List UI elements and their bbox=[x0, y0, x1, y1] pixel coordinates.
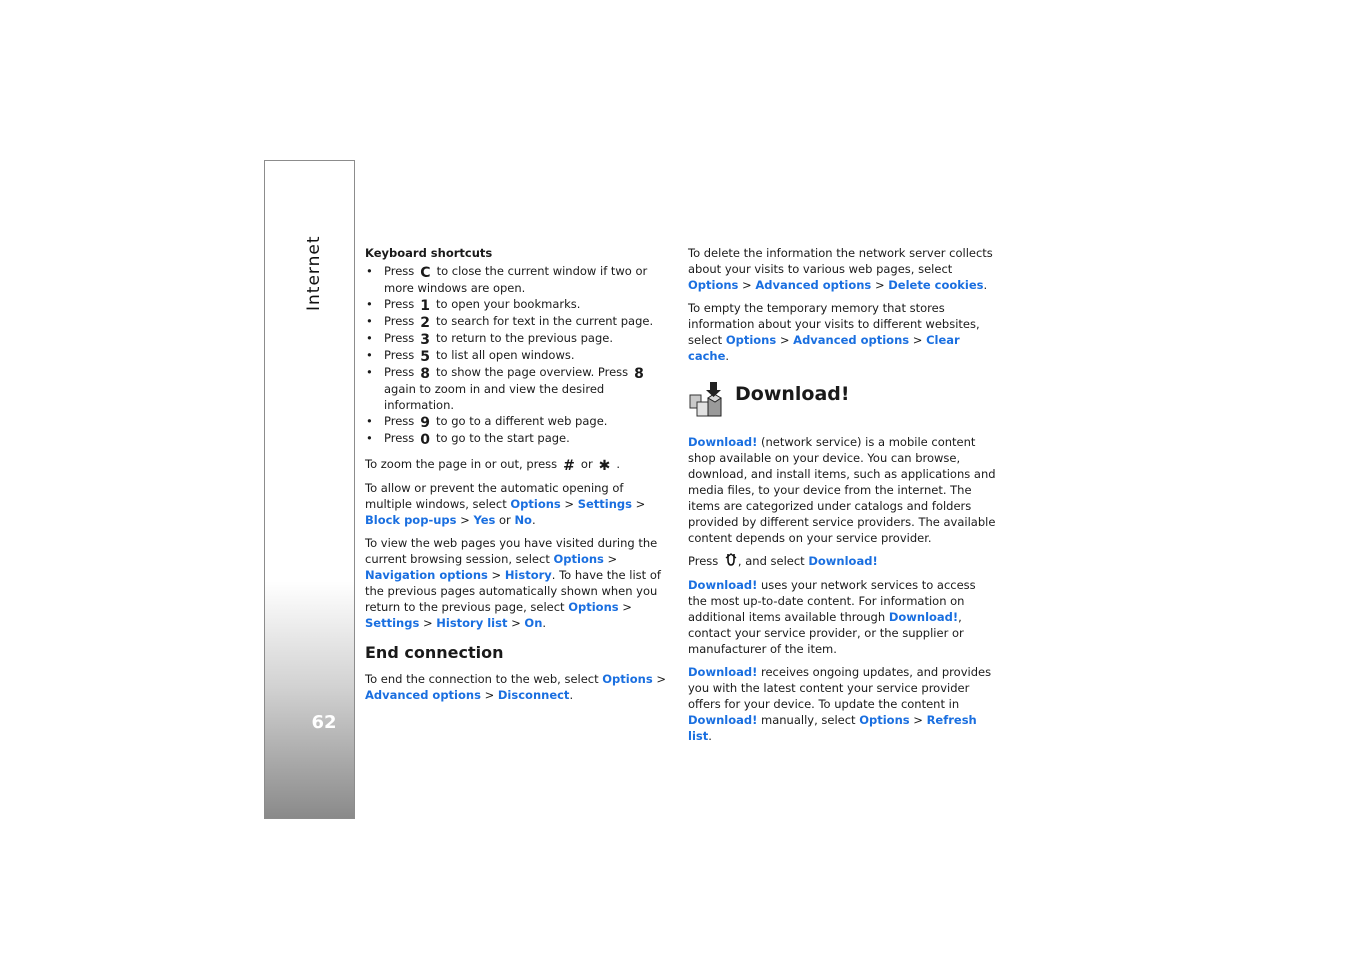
key-1-icon: 1 bbox=[420, 298, 431, 314]
item-text: Press bbox=[384, 264, 415, 278]
text: or bbox=[495, 513, 515, 527]
download-press-paragraph bbox=[688, 553, 998, 570]
item-text: to close the current window if two or more windows are open. bbox=[384, 264, 648, 295]
download-services-paragraph bbox=[688, 577, 998, 657]
item-text: to list all open windows. bbox=[436, 348, 575, 362]
menu-link-options[interactable]: Options bbox=[859, 713, 910, 727]
item-text: Press bbox=[384, 431, 415, 445]
menu-link-history[interactable]: History bbox=[504, 568, 552, 582]
menu-link-clear-cache[interactable]: Clear cache bbox=[688, 333, 960, 363]
separator: > bbox=[874, 278, 885, 292]
text: . bbox=[983, 278, 988, 292]
item-text: Press bbox=[384, 297, 415, 311]
text: To zoom the page in or out, press bbox=[365, 457, 558, 471]
text: , contact your service provider, or the supplier or manufacturer of the item. bbox=[688, 610, 964, 656]
download-link[interactable]: Download! bbox=[688, 435, 758, 449]
menu-link-yes[interactable]: Yes bbox=[473, 513, 496, 527]
item-text: Press bbox=[384, 365, 415, 379]
text: (network service) is a mobile content shop available on your device. You can browse, download, and install items, such as applications and media files, to your device from the internet. The items are categorized under catalogs and folders provided by different service providers. The available content depends on your service provider. bbox=[688, 435, 996, 545]
download-link[interactable]: Download! bbox=[688, 578, 758, 592]
separator: > bbox=[460, 513, 470, 527]
text: . bbox=[542, 616, 547, 630]
menu-link-history-list[interactable]: History list bbox=[436, 616, 508, 630]
list-item bbox=[365, 330, 673, 347]
end-connection-paragraph bbox=[365, 671, 673, 703]
item-text: to return to the previous page. bbox=[436, 331, 613, 345]
key-8-icon: 8 bbox=[420, 366, 431, 382]
download-title: Download! bbox=[735, 383, 850, 405]
history-paragraph bbox=[365, 535, 673, 631]
separator: > bbox=[491, 568, 502, 582]
item-text: Press bbox=[384, 414, 415, 428]
keyboard-shortcuts-title: Keyboard shortcuts bbox=[365, 246, 493, 260]
menu-link-block-popups[interactable]: Block pop-ups bbox=[365, 513, 457, 527]
separator: > bbox=[422, 616, 433, 630]
menu-link-options[interactable]: Options bbox=[510, 497, 561, 511]
menu-link-navigation-options[interactable]: Navigation options bbox=[365, 568, 488, 582]
key-c-icon: C bbox=[420, 265, 431, 281]
menu-link-no[interactable]: No bbox=[514, 513, 532, 527]
key-5-icon: 5 bbox=[420, 349, 431, 365]
menu-link-options[interactable]: Options bbox=[725, 333, 777, 347]
list-item bbox=[365, 263, 673, 296]
list-item bbox=[365, 296, 673, 313]
menu-link-delete-cookies[interactable]: Delete cookies bbox=[888, 278, 984, 292]
download-link[interactable]: Download! bbox=[688, 713, 758, 727]
text: manually, select bbox=[757, 713, 860, 727]
list-item bbox=[365, 347, 673, 364]
separator: > bbox=[742, 278, 752, 292]
separator: > bbox=[656, 672, 666, 686]
end-connection-heading: End connection bbox=[365, 643, 504, 662]
menu-link-disconnect[interactable]: Disconnect bbox=[497, 688, 570, 702]
item-text: Press bbox=[384, 314, 415, 328]
menu-link-refresh-list[interactable]: Refresh list bbox=[688, 713, 977, 743]
item-text: Press bbox=[384, 348, 415, 362]
text: . bbox=[725, 349, 730, 363]
cache-paragraph bbox=[688, 300, 998, 364]
separator: > bbox=[622, 600, 632, 614]
text: . bbox=[708, 729, 712, 743]
text: . bbox=[531, 513, 536, 527]
cookies-paragraph bbox=[688, 245, 998, 293]
item-text: to open your bookmarks. bbox=[436, 297, 581, 311]
list-item bbox=[365, 313, 673, 330]
text: . To have the list of the previous pages automatically shown when you return to the previous page, select bbox=[365, 568, 661, 614]
list-item bbox=[365, 364, 673, 413]
shortcut-list bbox=[365, 263, 673, 447]
text: uses your network services to access the most up-to-date content. For information on additional items available through bbox=[688, 578, 976, 624]
menu-link-options[interactable]: Options bbox=[688, 278, 739, 292]
popups-paragraph bbox=[365, 480, 673, 528]
separator: > bbox=[913, 713, 923, 727]
text: receives ongoing updates, and provides you with the latest content your service provider offers for your device. To update the content in bbox=[688, 665, 992, 711]
menu-link-advanced-options[interactable]: Advanced options bbox=[755, 278, 872, 292]
text: , and select bbox=[737, 554, 809, 568]
text: To view the web pages you have visited during the current browsing session, select bbox=[365, 536, 658, 566]
text: To allow or prevent the automatic opening of multiple windows, select bbox=[365, 481, 624, 511]
separator: > bbox=[564, 497, 575, 511]
left-column bbox=[365, 245, 673, 710]
key-3-icon: 3 bbox=[420, 332, 431, 348]
list-item bbox=[365, 413, 673, 430]
right-column bbox=[688, 245, 998, 751]
item-text: to go to a different web page. bbox=[436, 414, 608, 428]
separator: > bbox=[635, 497, 646, 511]
download-link[interactable]: Download! bbox=[688, 665, 758, 679]
text: . bbox=[569, 688, 574, 702]
menu-link-options[interactable]: Options bbox=[568, 600, 619, 614]
text: . bbox=[616, 457, 621, 471]
list-item bbox=[365, 430, 673, 447]
download-link[interactable]: Download! bbox=[808, 554, 878, 568]
menu-link-advanced-options[interactable]: Advanced options bbox=[793, 333, 910, 347]
separator: > bbox=[779, 333, 790, 347]
zoom-paragraph bbox=[365, 456, 673, 473]
menu-link-options[interactable]: Options bbox=[553, 552, 604, 566]
menu-link-advanced-options[interactable]: Advanced options bbox=[365, 688, 481, 702]
menu-link-on[interactable]: On bbox=[524, 616, 543, 630]
hash-key-icon: # bbox=[563, 458, 575, 474]
menu-link-options[interactable]: Options bbox=[602, 672, 653, 686]
section-title: Internet bbox=[304, 235, 324, 311]
key-9-icon: 9 bbox=[420, 415, 431, 431]
download-app-icon bbox=[688, 380, 728, 420]
separator: > bbox=[484, 688, 495, 702]
key-2-icon: 2 bbox=[420, 315, 431, 331]
item-text: Press bbox=[384, 331, 415, 345]
page-number: 62 bbox=[311, 712, 337, 733]
text: To end the connection to the web, select bbox=[365, 672, 603, 686]
item-text: again to zoom in and view the desired information. bbox=[384, 382, 605, 412]
item-text: to show the page overview. Press bbox=[436, 365, 629, 379]
item-text: to search for text in the current page. bbox=[436, 314, 654, 328]
download-updates-paragraph bbox=[688, 664, 998, 744]
menu-key-icon bbox=[725, 553, 737, 570]
separator: > bbox=[912, 333, 923, 347]
key-0-icon: 0 bbox=[420, 432, 431, 448]
item-text: to go to the start page. bbox=[436, 431, 570, 445]
text: or bbox=[580, 457, 593, 471]
text: Press bbox=[688, 554, 722, 568]
download-intro-paragraph bbox=[688, 434, 998, 546]
key-8-icon: 8 bbox=[634, 366, 644, 382]
star-key-icon: ✱ bbox=[598, 458, 611, 474]
separator: > bbox=[607, 552, 618, 566]
menu-link-settings[interactable]: Settings bbox=[365, 616, 420, 630]
download-heading-block bbox=[688, 380, 998, 420]
menu-link-settings[interactable]: Settings bbox=[577, 497, 633, 511]
text: To empty the temporary memory that stores information about your visits to different websites, select bbox=[688, 301, 980, 347]
separator: > bbox=[511, 616, 521, 630]
text: To delete the information the network server collects about your visits to various web pages, select bbox=[688, 246, 993, 276]
download-link[interactable]: Download! bbox=[888, 610, 959, 624]
